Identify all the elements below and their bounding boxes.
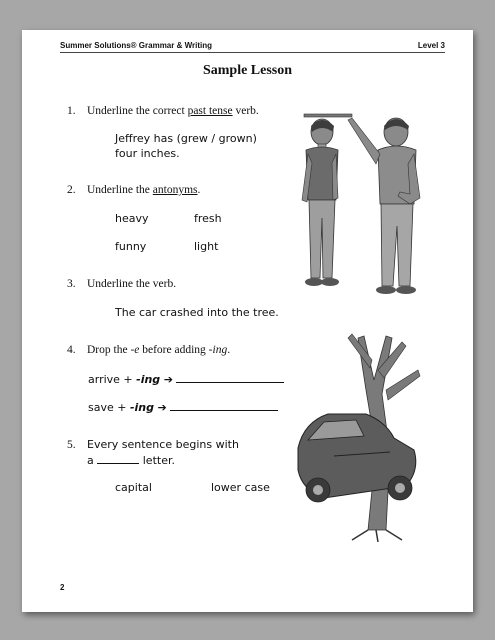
arrow-icon: ➔ bbox=[163, 373, 173, 386]
antonym-word: light bbox=[194, 240, 219, 253]
worksheet-page bbox=[22, 30, 473, 612]
q4-text-post: . bbox=[227, 344, 231, 356]
question-number: 4. bbox=[67, 344, 76, 356]
q1-sentence-line1: Jeffrey has (grew / grown) bbox=[115, 132, 257, 145]
question-number: 3. bbox=[67, 278, 76, 290]
q2-underlined: antonyms bbox=[152, 184, 198, 196]
q5-line1: Every sentence begins with bbox=[87, 438, 239, 451]
level-label: Level 3 bbox=[417, 41, 445, 50]
question-4 bbox=[67, 344, 230, 356]
q3-sentence: The car crashed into the tree. bbox=[115, 306, 279, 319]
arrow-icon: ➔ bbox=[157, 401, 167, 414]
q4-base-word: arrive + bbox=[88, 373, 137, 386]
q1-text-pre: Underline the correct bbox=[87, 105, 188, 117]
question-1 bbox=[67, 105, 259, 117]
q5-line2-pre: a bbox=[87, 454, 98, 467]
q1-sentence-line2: four inches. bbox=[115, 147, 180, 160]
q5-line2-post: letter. bbox=[139, 454, 175, 467]
antonym-word: funny bbox=[115, 240, 147, 253]
header-rule bbox=[60, 52, 445, 53]
q1-underlined: past tense bbox=[187, 105, 233, 117]
question-3 bbox=[67, 278, 176, 290]
answer-blank[interactable] bbox=[170, 400, 278, 411]
q2-text-pre: Underline the bbox=[87, 184, 153, 196]
q4-text-pre: Drop the bbox=[87, 344, 131, 356]
q4-suffix: -ing bbox=[136, 373, 161, 386]
q5-option: capital bbox=[115, 481, 152, 494]
q3-text: Underline the verb. bbox=[87, 278, 177, 290]
q2-text-post: . bbox=[197, 184, 201, 196]
question-number: 1. bbox=[67, 105, 76, 117]
q4-base-word: save + bbox=[88, 401, 130, 414]
antonym-word: heavy bbox=[115, 212, 149, 225]
q5-option: lower case bbox=[211, 481, 270, 494]
q1-text-post: verb. bbox=[232, 105, 259, 117]
q4-row-save bbox=[88, 400, 278, 414]
answer-blank[interactable] bbox=[176, 372, 284, 383]
page-number: 2 bbox=[60, 583, 65, 592]
q4-text-mid: before adding bbox=[139, 344, 209, 356]
book-title: Summer Solutions® Grammar & Writing bbox=[60, 41, 212, 50]
q4-ing: -ing bbox=[208, 344, 228, 356]
antonym-word: fresh bbox=[194, 212, 222, 225]
question-2 bbox=[67, 184, 200, 196]
answer-blank[interactable] bbox=[97, 453, 139, 464]
q4-suffix: -ing bbox=[129, 401, 155, 414]
question-5 bbox=[67, 438, 239, 451]
car-tree-illustration bbox=[294, 330, 434, 545]
q4-row-arrive bbox=[88, 372, 284, 386]
question-number: 2. bbox=[67, 184, 76, 196]
q4-e: -e bbox=[130, 344, 140, 356]
boys-measuring-illustration bbox=[290, 108, 440, 303]
page-title: Sample Lesson bbox=[202, 63, 293, 78]
q5-line2 bbox=[87, 453, 175, 467]
question-number: 5. bbox=[67, 439, 76, 451]
